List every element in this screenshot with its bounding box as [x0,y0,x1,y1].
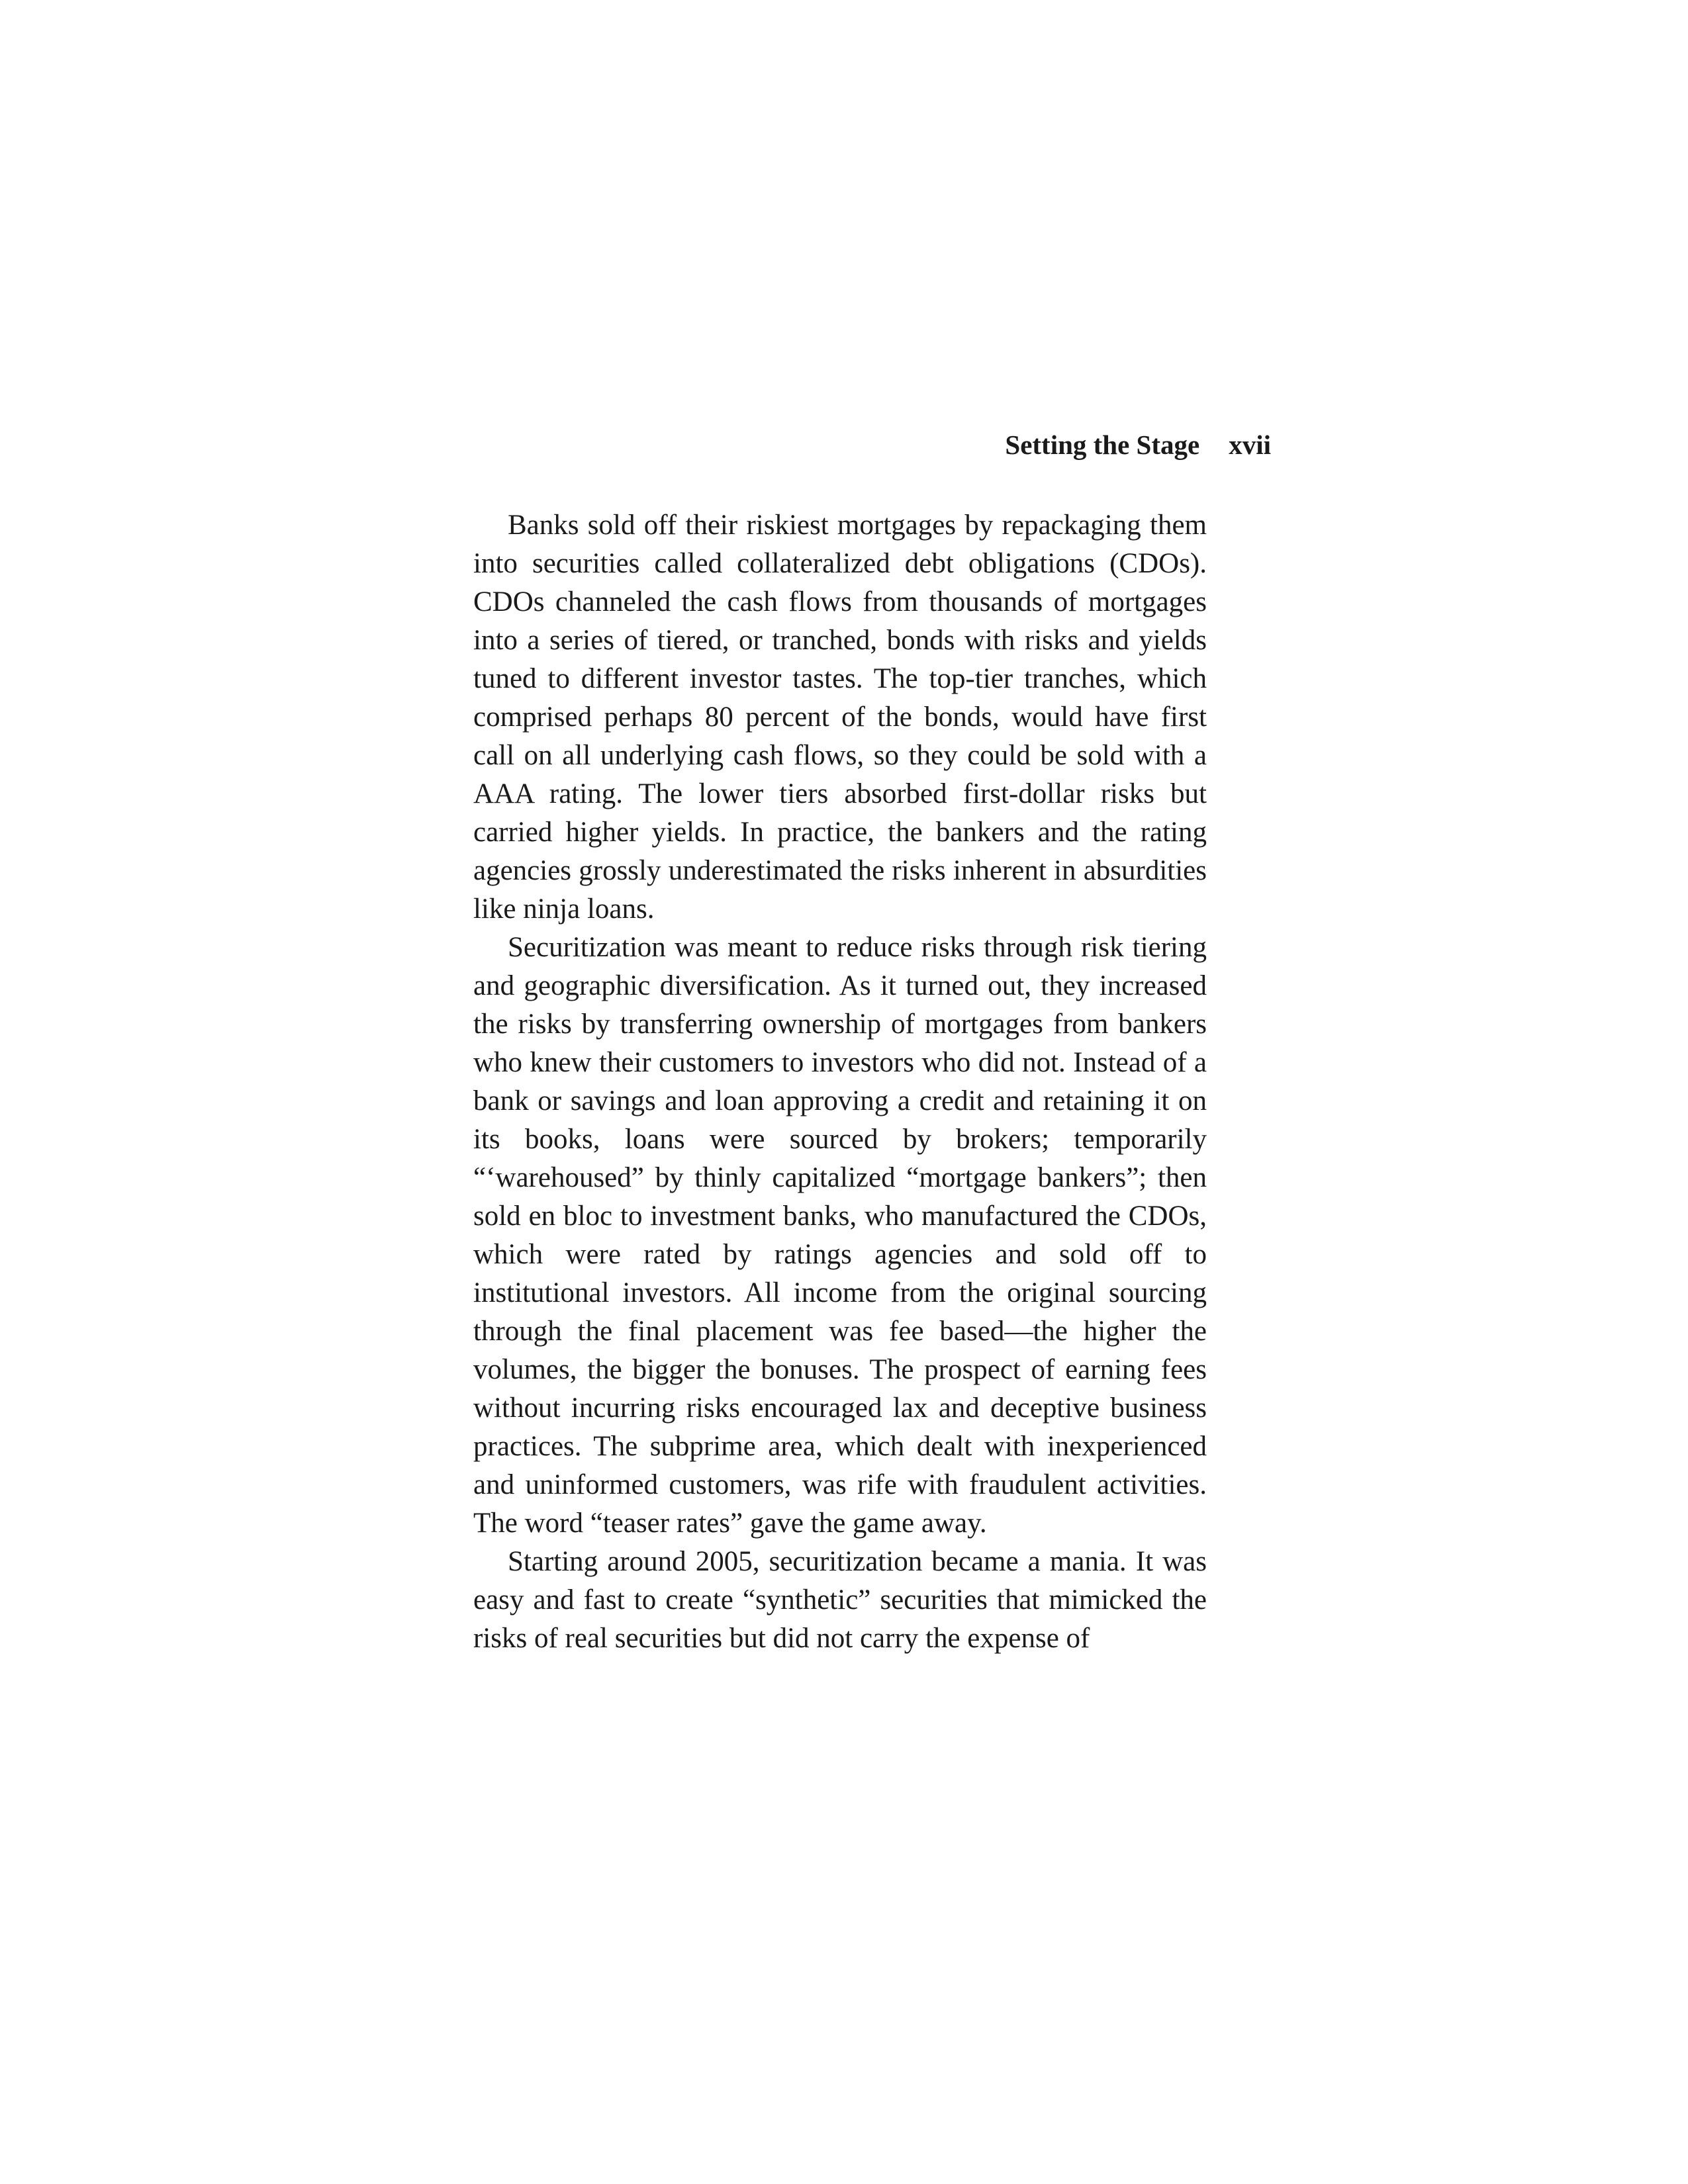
page-number: xvii [1229,430,1271,460]
paragraph: Starting around 2005, securitization became a mania. It was easy and fast to create “synthetic” securities that mimicked the risks of real securities but did not carry the expense of [473,1546,1207,1654]
paragraph: Banks sold off their riskiest mortgages by repackaging them into securities called collateralized debt obligations (CDOs). CDOs channeled the cash flows from thousands of mortgages into a series of tiered, or tranched, bonds with risks and yields tuned to different investor tastes. The top-tier tranches, which comprised perhaps 80 percent of the bonds, would have first call on all underlying cash flows, so they could be sold with a AAA rating. The lower tiers absorbed first-dollar risks but carried higher yields. In practice, the bankers and the rating agencies grossly underestimated the risks inherent in absurdities like ninja loans. [473,510,1207,925]
running-head-title: Setting the Stage [1005,430,1200,460]
running-header [473,432,1271,459]
paragraph: Securitization was meant to reduce risks through risk tiering and geographic diversification. As it turned out, they increased the risks by transferring ownership of mortgages from bankers who knew their customers to investors who did not. Instead of a bank or savings and loan approving a credit and retaining it on its books, loans were sourced by brokers; temporarily “‘warehoused” by thinly capitalized “mortgage bankers”; then sold en bloc to investment banks, who manufactured the CDOs, which were rated by ratings agencies and sold off to institutional investors. All income from the original sourcing through the final placement was fee based—the higher the volumes, the bigger the bonuses. The prospect of earning fees without incurring risks encouraged lax and deceptive business practices. The subprime area, which dealt with inexperienced and uninformed customers, was rife with fraudulent activities. The word “teaser rates” gave the game away. [473,932,1207,1539]
body-text [473,506,1207,1658]
